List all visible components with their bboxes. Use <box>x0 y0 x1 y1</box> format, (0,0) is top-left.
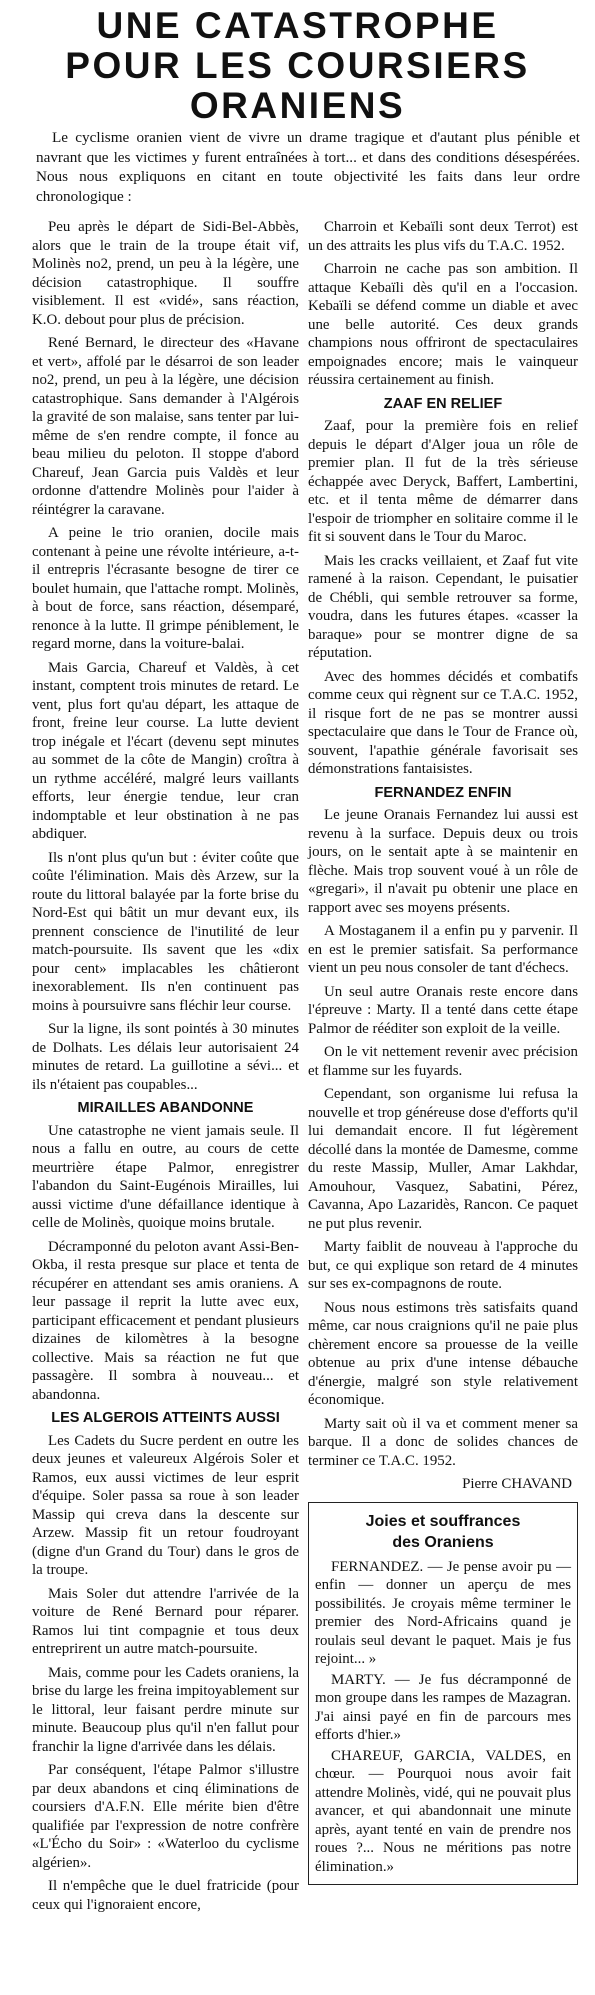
paragraph: A Mostaganem il a enfin pu y parvenir. Il en est le premier satisfait. Sa performance vient un peu nous consoler de tant d'échecs. <box>308 923 578 976</box>
paragraph: Marty sait où il va et comment mener sa barque. Il a donc de solides chances de terminer ce T.A.C. 1952. <box>308 1415 578 1469</box>
paragraph: Mais, comme pour les Cadets oraniens, la brise du large les freina impitoyablement sur le littoral, leur faisant perdre minute sur minute. Beaucoup plus qu'il n'en fallut pour franchir la ligne d'arrivée dans les délais. <box>32 1664 299 1755</box>
quote-paragraph: CHAREUF, GARCIA, VALDES, en chœur. — Pourquoi nous avoir fait attendre Molinès, vidé, qui ne pouvait plus avancer, et qui abandonnait une minute après, ayant tenté en vain de prendre nos roues ?... Nous ne méritions pas notre élimination.» <box>315 1747 571 1875</box>
box-title-line-2: des Oraniens <box>392 1533 494 1551</box>
intro-paragraph: Le cyclisme oranien vient de vivre un drame tragique et d'autant plus pénible et navrant que les victimes y furent entraînées à tort... et dans des conditions désespérées. Nous nous expliquons en citant en toute objectivité les faits dans leur ordre chronologique : <box>36 129 580 205</box>
paragraph: Il n'empêche que le duel fratricide (pour ceux qui l'ignoraient encore, <box>32 1878 299 1913</box>
paragraph: Cependant, son organisme lui refusa la nouvelle et trop généreuse dose d'efforts qu'il lui demandait encore. Il fut légèrement décollé dans la montée de Damesme, comme du reste Massip, Muller, Amar Lakhdar, Amouhour, Vasquez, Sabatini, Pérez, Cavanna, Apo Lazaridès, Rancon. Ce paquet ne put plus revenir. <box>308 1086 578 1232</box>
paragraph: A peine le trio oranien, docile mais contenant à peine une révolte intérieure, a-t-il entrepris l'écrasante besogne de tirer ce boulet humain, que l'attache rompt. Molinès, à bout de force, sans réaction, désemparé, renonce à la lutte. Il grimpe péniblement, le regard morne, dans la voiture-balai. <box>32 525 299 652</box>
subheading-zaaf-en-relief: ZAAF EN RELIEF <box>383 395 503 412</box>
paragraph: Ils n'ont plus qu'un but : éviter coûte que coûte l'élimination. Mais dès Arzew, sur la route du littoral balayée par la forte brise du Nord-Est qui bâtit un mur devant eux, ils prennent conscience de l'inutilité de leur match-poursuite. Ils savent que les «dix pour cent» implacables les châtieront inexorablement. Ils n'en continuent pas moins à poursuivre sans fléchir leur course. <box>32 849 299 1014</box>
paragraph: Charroin et Kebaïli sont deux Terrot) est un des attraits les plus vifs du T.A.C. 1952. <box>308 219 578 254</box>
paragraph: Charroin ne cache pas son ambition. Il attaque Kebaïli dès qu'il en a l'occasion. Kebaïli se défend comme un diable et avec une belle autorité. Ces deux grands champions nous offriront de spectaculaires empoignades encore; mais le vainqueur réussira certainement au finish. <box>308 261 578 388</box>
quote-paragraph: FERNANDEZ. — Je pense avoir pu — enfin — donner un aperçu de mes possibilités. Je croyais même terminer le premier des Nord-Africains quand je roulais seul devant le paquet. Mais je fus rejoint... » <box>315 1558 571 1667</box>
quote-paragraph: MARTY. — Je fus décramponné de mon groupe dans les rampes de Mazagran. J'ai ainsi payé en fin de parcours mes efforts d'hier.» <box>315 1671 571 1743</box>
paragraph: Une catastrophe ne vient jamais seule. Il nous a fallu en outre, au cours de cette meurtrière étape Palmor, enregistrer l'abandon du Saint-Eugénois Mirailles, lui aussi victime d'une défaillance identique à celle de Molinès, quoique moins brutale. <box>32 1122 299 1231</box>
paragraph: Les Cadets du Sucre perdent en outre les deux jeunes et valeureux Algérois Soler et Ramos, eux aussi victimes de leur esprit d'équipe. Soler passa sa roue à son leader Massip qui creva dans la descente sur Arzew. Massip fit un retour foudroyant (digne d'un Grand du Tour) dans le gros de la troupe. <box>32 1432 299 1578</box>
paragraph: Mais les cracks veillaient, et Zaaf fut vite ramené à la raison. Cependant, le puisatier de Chébli, qui semble retrouver sa forme, voudra, dans les futures étapes. «casser la baraque» pour se montrer digne de sa réputation. <box>308 552 578 661</box>
subheading-fernandez-enfin: FERNANDEZ ENFIN <box>374 784 512 801</box>
paragraph: Marty faiblit de nouveau à l'approche du but, ce qui explique son retard de 4 minutes sur ses ex-compagnons de route. <box>308 1239 578 1292</box>
paragraph: Décramponné du peloton avant Assi-Ben-Okba, il resta presque sur place et tenta de récupérer en attendant ses amis oraniens. A leur passage il reprit la lutte avec eux, participant efficacement et pendant plusieurs dizaines de kilomètres à la besogne collective. Mais sa réaction ne fut que passagère. Il sombra à nouveau... et abandonna. <box>32 1238 299 1403</box>
headline-line-2: POUR LES COURSIERS <box>65 45 530 86</box>
paragraph: Mais Garcia, Chareuf et Valdès, à cet instant, comptent trois minutes de retard. Le vent, plus fort qu'au départ, les attaque de front, freine leur course. La lutte devient trop inégale et l'écart (devenu sept minutes au sommet de la côte de Mangin) croîtra à un rythme accéléré, malgré leurs vaillants efforts, leur énergie tendue, leur cran indomptable et leur obstination à ne pas abdiquer. <box>32 659 299 842</box>
paragraph: Le jeune Oranais Fernandez lui aussi est revenu à la surface. Depuis deux ou trois jours, on le sentait apte à se maintenir en flèche. Mais trop souvent voué à un rôle de «gregari», il n'avait pu obtenir une place en rapport avec ses moyens présents. <box>308 807 578 916</box>
box-title <box>315 1511 571 1553</box>
headline-line-3: ORANIENS <box>189 85 406 126</box>
paragraph: On le vit nettement revenir avec précision et flamme sur les fuyards. <box>308 1044 578 1079</box>
paragraph: Peu après le départ de Sidi-Bel-Abbès, alors que le train de la troupe était vif, Molinès no2, prend, un peu à la légère, une décision catastrophique. Il souffre visiblement. Il est «vidé», sans réaction, K.O. debout pour plus de précision. <box>32 219 299 328</box>
paragraph: Avec des hommes décidés et combatifs comme ceux qui règnent sur ce T.A.C. 1952, il risque fort de ne pas se montrer aussi spectaculaire que dans le Tour de France où, souvent, l'apathie générale favorisait ses démonstrations fantaisistes. <box>308 668 578 777</box>
quotes-box <box>308 1502 578 1886</box>
author-signature: Pierre CHAVAND <box>462 1476 572 1492</box>
paragraph: René Bernard, le directeur des «Havane et vert», affolé par le désarroi de son leader no2, prend, un peu à la légère, une décision catastrophique. Sans demander à l'Algérois la gravité de son malaise, sans tenter par lui-même de s'en rendre compte, il fonce au beau milieu du peloton. Il stoppe d'abord Chareuf, Jean Garcia puis Valdès et leur ordonne d'attendre Molinès pour l'aider à réintégrer la caravane. <box>32 335 299 518</box>
article-intro <box>36 128 580 206</box>
right-column <box>308 218 578 1885</box>
paragraph: Sur la ligne, ils sont pointés à 30 minutes de Dolhats. Les délais leur autorisaient 24 minutes de retard. La guillotine a sévi... et ils n'étaient pas coupables... <box>32 1021 299 1093</box>
paragraph: Un seul autre Oranais reste encore dans l'épreuve : Marty. Il a tenté dans cette étape Palmor de rééditer son exploit de la veille. <box>308 983 578 1037</box>
article-headline <box>20 6 575 126</box>
headline-line-1: UNE CATASTROPHE <box>96 5 499 46</box>
paragraph: Nous nous estimons très satisfaits quand même, car nous craignions qu'il ne paie plus chèrement encore sa prouesse de la veille obtenue au prix d'une intense débauche d'énergie, malgré son style relativement économique. <box>308 1299 578 1408</box>
paragraph: Par conséquent, l'étape Palmor s'illustre par deux abandons et cinq éliminations de coursiers d'A.F.N. Elle mérite bien d'être qualifiée par l'expression de notre confrère «L'Écho du Soir» : «Waterloo du cyclisme algérien». <box>32 1762 299 1871</box>
paragraph: Mais Soler dut attendre l'arrivée de la voiture de René Bernard pour réparer. Ramos lui tint compagnie et tous deux entreprirent un autre match-poursuite. <box>32 1585 299 1657</box>
subheading-algerois-atteints: LES ALGEROIS ATTEINTS AUSSI <box>51 1410 280 1426</box>
left-column <box>32 218 299 1919</box>
subheading-mirailles-abandonne: MIRAILLES ABANDONNE <box>77 1100 254 1116</box>
box-title-line-1: Joies et souffrances <box>365 1512 521 1530</box>
paragraph: Zaaf, pour la première fois en relief depuis le départ d'Alger joua un rôle de premier plan. Il fut de la très sérieuse échappée avec Deryck, Baffert, Lambertini, etc. et il tenta même de démarrer dans l'espoir de triompher en solitaire comme il le fit si souvent dans le Tour du Maroc. <box>308 418 578 545</box>
